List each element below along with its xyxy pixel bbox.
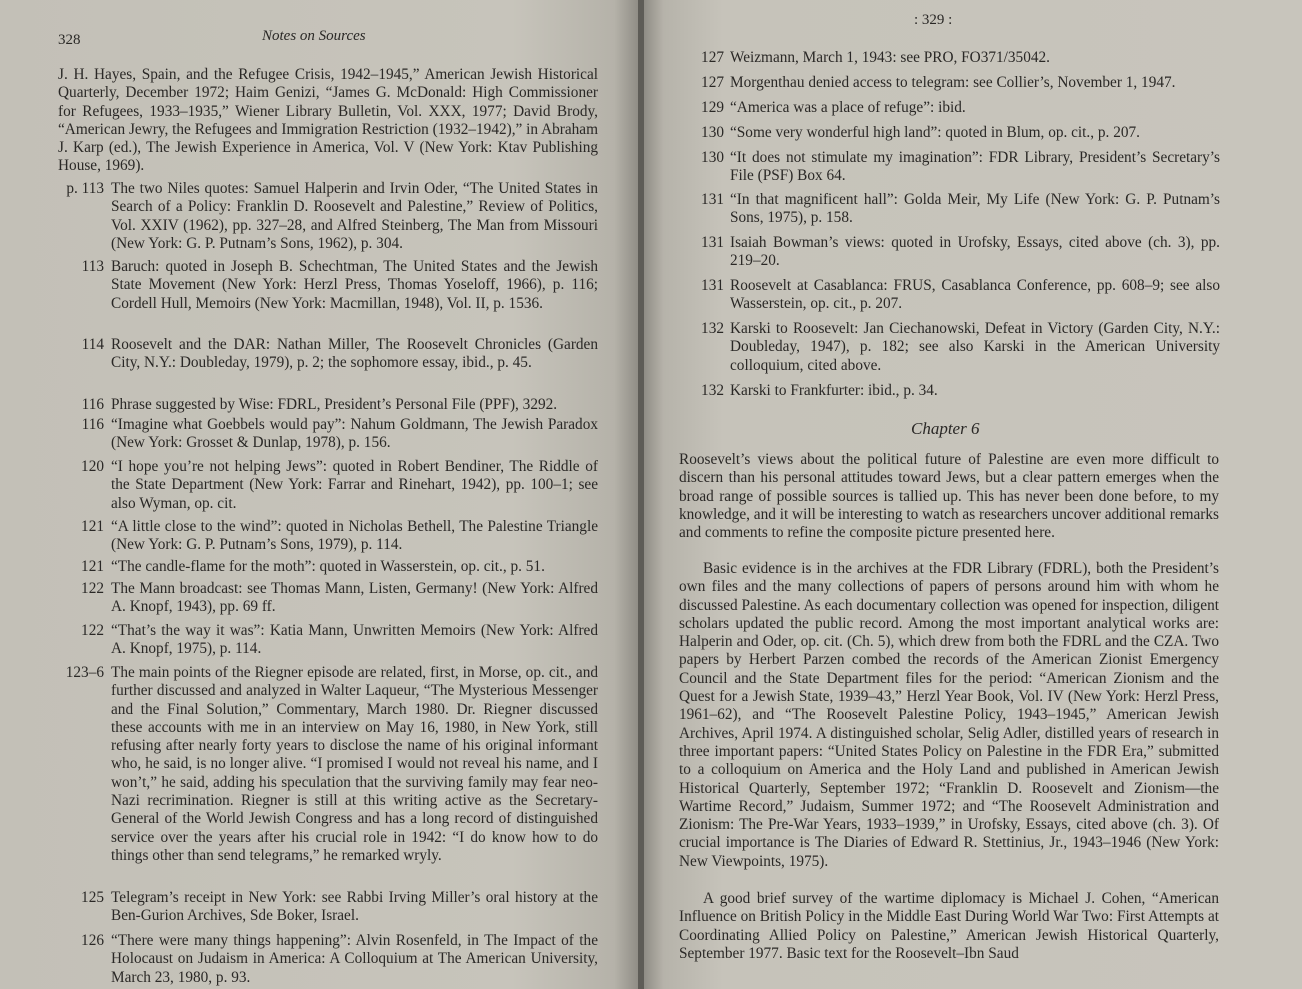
page-number: 328: [58, 32, 81, 48]
note-page-ref: 121: [81, 518, 104, 535]
note-entry: [58, 622, 598, 662]
body-paragraph: A good brief survey of the wartime diplomacy is Michael J. Cohen, “American Influence on British Policy in the Middle East During World War Two: First Attempts at Coordinating Allied Policy on Palestine,” American Jewish Historical Quarterly, September 1977. Basic text for the Roosevelt–Ibn Saud: [679, 890, 1219, 962]
note-text: The two Niles quotes: Samuel Halperin and Irvin Oder, “The United States in Search of a Policy: Franklin D. Roosevelt and Palestine,” Review of Politics, Vol. XXIV (1962), pp. 327–28, and Alfred Steinberg, The Man from Missouri (New York: G. P. Putnam’s Sons, 1962), p. 304.: [111, 180, 598, 252]
note-page-ref: 126: [81, 932, 104, 949]
note-text: “Imagine what Goebbels would pay”: Nahum Goldmann, The Jewish Paradox (New York: Grosset & Dunlap, 1978), p. 156.: [111, 416, 598, 452]
note-entry: [698, 320, 1220, 378]
note-text: “There were many things happening”: Alvin Rosenfeld, in The Impact of the Holocaust on Judaism in America: A Colloquium at The American University, March 23, 1980, p. 93.: [111, 932, 598, 986]
note-text: Weizmann, March 1, 1943: see PRO, FO371/35042.: [730, 49, 1050, 66]
note-page-ref: 120: [81, 458, 104, 475]
note-page-ref: 131: [701, 277, 724, 294]
note-page-ref: 132: [701, 320, 724, 337]
note-text: “It does not stimulate my imagination”: FDR Library, President’s Secretary’s File (PSF) Box 64.: [730, 149, 1220, 185]
note-text: Karski to Roosevelt: Jan Ciechanowski, Defeat in Victory (Garden City, N.Y.: Doubleday, 1947), p. 182; see also Karski in the American University colloquium, cited above.: [730, 320, 1220, 374]
note-page-ref: 131: [701, 234, 724, 251]
note-entry: [58, 416, 598, 456]
note-entry: [698, 382, 1220, 404]
right-page: [644, 0, 1302, 989]
note-page-ref: 131: [701, 191, 724, 208]
note-entry: [698, 74, 1220, 96]
note-text: Karski to Frankfurter: ibid., p. 34.: [730, 382, 938, 399]
note-entry: [58, 518, 598, 558]
note-text: “That’s the way it was”: Katia Mann, Unwritten Memoirs (New York: Alfred A. Knopf, 1975), p. 114.: [111, 622, 598, 658]
chapter-heading: Chapter 6: [911, 419, 980, 438]
note-text: “America was a place of refuge”: ibid.: [730, 99, 966, 116]
note-page-ref: 127: [701, 74, 724, 91]
page-number: : 329 :: [914, 12, 953, 28]
left-page: [0, 0, 640, 989]
note-text: “The candle-flame for the moth”: quoted in Wasserstein, op. cit., p. 51.: [111, 558, 545, 575]
note-entry: [58, 180, 598, 260]
note-entry: [58, 258, 598, 338]
note-page-ref: 116: [81, 416, 104, 433]
note-entry: [58, 458, 598, 518]
note-page-ref: 130: [701, 149, 724, 166]
note-text: Morgenthau denied access to telegram: see Collier’s, November 1, 1947.: [730, 74, 1176, 91]
note-page-ref: 114: [81, 336, 104, 353]
note-entry: [58, 664, 598, 886]
note-entry: [698, 124, 1220, 146]
note-entry: [58, 932, 598, 988]
note-page-ref: p. 113: [66, 180, 104, 197]
intro-paragraph: J. H. Hayes, Spain, and the Refugee Crisis, 1942–1945,” American Jewish Historical Quarterly, December 1972; Haim Genizi, “James G. McDonald: High Commissioner for Refugees, 1933–1935,” Wiener Library Bulletin, Vol. XXX, 1977; David Brody, “American Jewry, the Refugees and Immigration Restriction (1932–1942),” in Abraham J. Karp (ed.), The Jewish Experience in America, Vol. V (New York: Ktav Publishing House, 1969).: [58, 66, 598, 175]
note-entry: [58, 580, 598, 620]
note-entry: [58, 396, 598, 416]
note-page-ref: 129: [701, 99, 724, 116]
body-paragraph: Basic evidence is in the archives at the FDR Library (FDRL), both the President’s own files and the many collections of papers of persons around him with whom he discussed Palestine. As each documentary collection was opened for inspection, diligent scholars updated the public record. Among the most important analytical works are: Halperin and Oder, op. cit. (Ch. 5), which drew from both the FDRL and the CZA. Two papers by Herbert Parzen combed the records of the American Zionist Emergency Council and the State Department files for the period: “American Zionism and the Quest for a Jewish State, 1939–43,” Herzl Year Book, Vol. IV (New York: Herzl Press, 1961–62), and “The Roosevelt Palestine Policy, 1943–1945,” American Jewish Archives, April 1974. A distinguished scholar, Selig Adler, distilled years of research in three important papers: “United States Policy on Palestine in the FDR Era,” submitted to a colloquium on America and the Holy Land and published in American Jewish Historical Quarterly, September 1972; “Franklin D. Roosevelt and Zionism—the Wartime Record,” Judaism, Summer 1972; and “The Roosevelt Administration and Zionism: The Pre-War Years, 1933–1939,” in Urofsky, Essays, cited above (ch. 3). Of crucial importance is The Diaries of Edward R. Stettinius, Jr., 1943–1946 (New York: New Viewpoints, 1975).: [679, 560, 1219, 870]
note-entry: [698, 277, 1220, 317]
note-text: Baruch: quoted in Joseph B. Schechtman, The United States and the Jewish State Movement (New York: Herzl Press, Thomas Yoseloff, 1966), p. 116; Cordell Hull, Memoirs (New York: Macmillan, 1948), Vol. II, p. 1536.: [111, 258, 598, 312]
note-page-ref: 116: [81, 396, 104, 413]
note-text: “Some very wonderful high land”: quoted in Blum, op. cit., p. 207.: [730, 124, 1140, 141]
body-paragraph: Roosevelt’s views about the political future of Palestine are even more difficult to discern than his personal attitudes toward Jews, but a clear pattern emerges when the broad range of possible sources is tallied up. This has never been done before, to my knowledge, and it will be interesting to watch as researchers uncover additional remarks and comments to refine the composite picture presented here.: [679, 451, 1219, 542]
note-entry: [58, 558, 598, 578]
running-title: Notes on Sources: [262, 28, 366, 44]
note-entry: [698, 191, 1220, 231]
note-text: Telegram’s receipt in New York: see Rabbi Irving Miller’s oral history at the Ben-Gurion Archives, Sde Boker, Israel.: [111, 889, 598, 925]
note-entry: [58, 889, 598, 929]
note-page-ref: 122: [81, 622, 104, 639]
note-page-ref: 132: [701, 382, 724, 399]
note-page-ref: 122: [81, 580, 104, 597]
note-entry: [698, 149, 1220, 189]
note-entry: [58, 336, 598, 396]
note-text: “I hope you’re not helping Jews”: quoted in Robert Bendiner, The Riddle of the State Department (New York: Farrar and Rinehart, 1942), pp. 100–1; see also Wyman, op. cit.: [111, 458, 598, 512]
note-page-ref: 123–6: [65, 664, 104, 681]
note-entry: [698, 99, 1220, 121]
note-entry: [698, 49, 1220, 71]
note-text: Roosevelt at Casablanca: FRUS, Casablanca Conference, pp. 608–9; see also Wasserstein, op. cit., p. 207.: [730, 277, 1220, 313]
note-text: Phrase suggested by Wise: FDRL, President’s Personal File (PPF), 3292.: [111, 396, 558, 413]
note-page-ref: 127: [701, 49, 724, 66]
note-text: The main points of the Riegner episode are related, first, in Morse, op. cit., and further discussed and analyzed in Walter Laqueur, “The Mysterious Messenger and the Final Solution,” Commentary, March 1980. Dr. Riegner discussed these accounts with me in an interview on May 16, 1980, in New York, still refusing after nearly forty years to disclose the name of his original informant who, he said, is no longer alive. “I promised I would not reveal his name, and I won’t,” he said, adding his speculation that the surviving family may fear neo-Nazi recrimination. Riegner is still at this writing active as the Secretary-General of the World Jewish Congress and has a long record of distinguished service over the years after his crucial role in 1942: “I do know how to do things other than send telegrams,” he remarked wryly.: [111, 664, 598, 864]
note-text: Isaiah Bowman’s views: quoted in Urofsky, Essays, cited above (ch. 3), pp. 219–20.: [730, 234, 1220, 270]
note-entry: [698, 234, 1220, 274]
note-text: Roosevelt and the DAR: Nathan Miller, The Roosevelt Chronicles (Garden City, N.Y.: Doubleday, 1979), p. 2; the sophomore essay, ibid., p. 45.: [111, 336, 598, 372]
note-text: The Mann broadcast: see Thomas Mann, Listen, Germany! (New York: Alfred A. Knopf, 1943), pp. 69 ff.: [111, 580, 598, 616]
note-text: “A little close to the wind”: quoted in Nicholas Bethell, The Palestine Triangle (New York: G. P. Putnam’s Sons, 1979), p. 114.: [111, 518, 598, 554]
note-page-ref: 125: [81, 889, 104, 906]
note-page-ref: 121: [81, 558, 104, 575]
note-text: “In that magnificent hall”: Golda Meir, My Life (New York: G. P. Putnam’s Sons, 1975), p. 158.: [730, 191, 1220, 227]
note-page-ref: 130: [701, 124, 724, 141]
note-page-ref: 113: [81, 258, 104, 275]
